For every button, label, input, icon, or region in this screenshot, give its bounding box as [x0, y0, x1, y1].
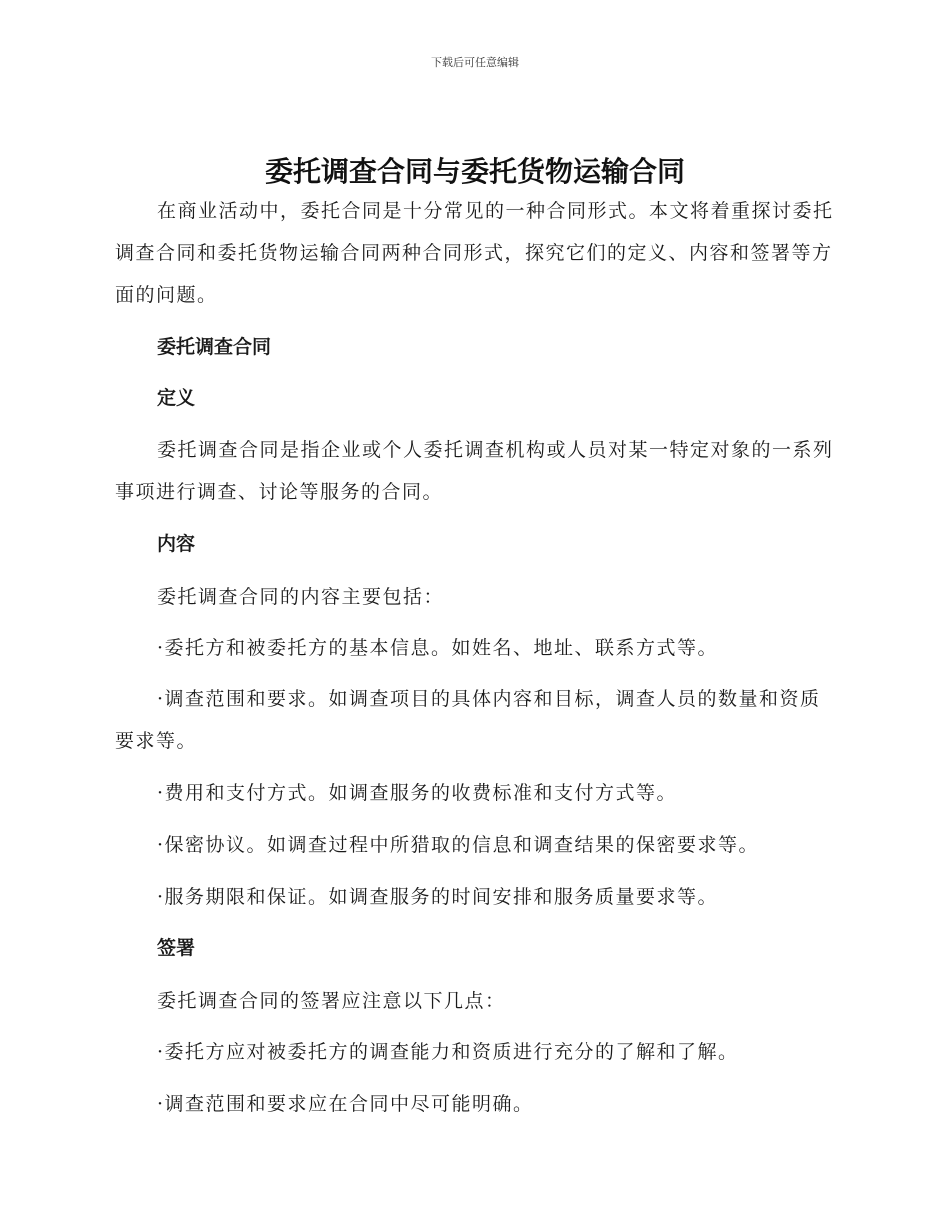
intro-paragraph: 在商业活动中，委托合同是十分常见的一种合同形式。本文将着重探讨委托调查合同和委托货物运输合同两种合同形式，探究它们的定义、内容和签署等方面的问题。 [115, 200, 834, 306]
content-item-1: ·委托方和被委托方的基本信息。如姓名、地址、联系方式等。 [157, 637, 719, 659]
content-item-4: ·保密协议。如调查过程中所猎取的信息和调查结果的保密要求等。 [157, 834, 760, 856]
signing-lead: 委托调查合同的签署应注意以下几点： [157, 990, 506, 1012]
signing-item-1: ·委托方应对被委托方的调查能力和资质进行充分的了解和了解。 [157, 1041, 739, 1063]
document-title: 委托调查合同与委托货物运输合同 [264, 155, 685, 188]
signing-item-2: ·调查范围和要求应在合同中尽可能明确。 [157, 1093, 534, 1115]
content-item-2: ·调查范围和要求。如调查项目的具体内容和目标，调查人员的数量和资质要求等。 [115, 688, 821, 752]
subheading-definition: 定义 [157, 387, 196, 409]
definition-paragraph: 委托调查合同是指企业或个人委托调查机构或人员对某一特定对象的一系列事项进行调查、讨论等服务的合同。 [115, 439, 834, 503]
page-header-note: 下载后可任意编辑 [431, 56, 519, 69]
section-heading-investigation-contract: 委托调查合同 [157, 336, 272, 358]
content-item-3: ·费用和支付方式。如调查服务的收费标准和支付方式等。 [157, 782, 678, 804]
content-item-5: ·服务期限和保证。如调查服务的时间安排和服务质量要求等。 [157, 886, 719, 908]
subheading-content: 内容 [157, 533, 196, 555]
subheading-signing: 签署 [157, 937, 196, 959]
content-lead: 委托调查合同的内容主要包括： [157, 586, 445, 608]
